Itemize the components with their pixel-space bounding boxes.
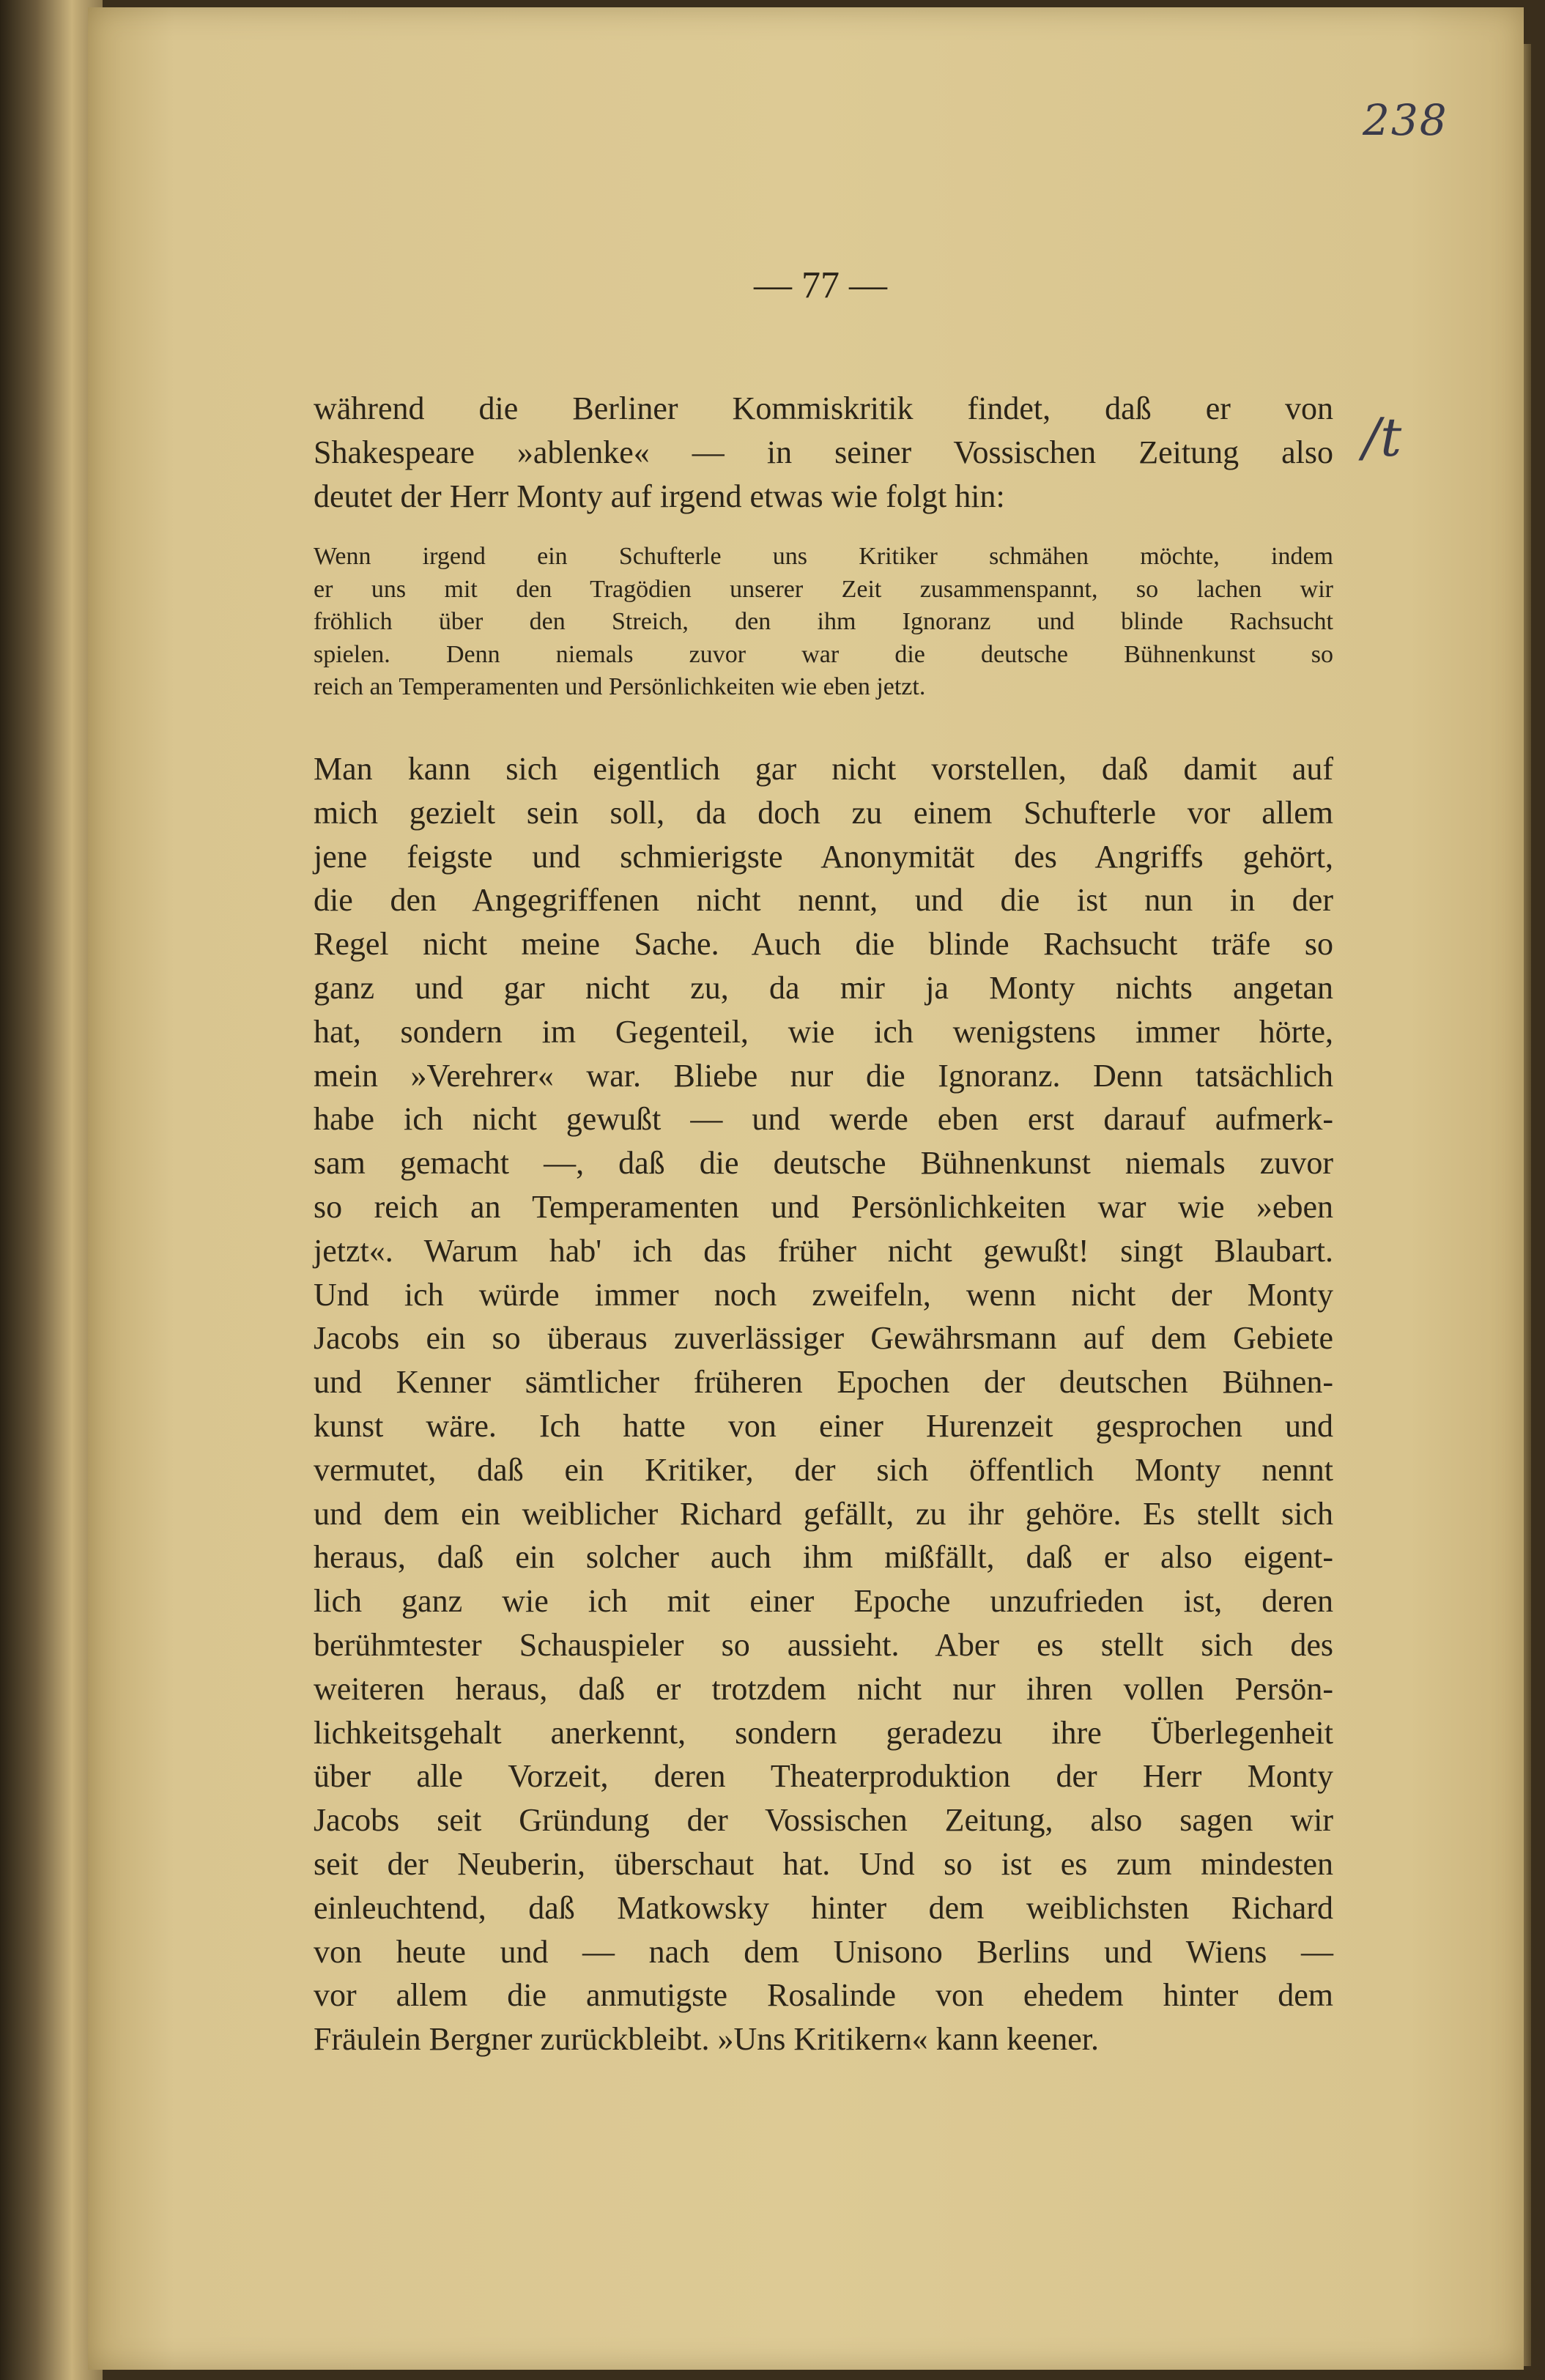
quote-line: fröhlich über den Streich, den ihm Ignoranz und blinde Rachsucht bbox=[314, 608, 1333, 635]
book-spine bbox=[0, 0, 103, 2380]
quote-line: reich an Temperamenten und Persönlichkeiten wie eben jetzt. bbox=[314, 673, 926, 700]
body-line: weiteren heraus, daß er trotzdem nicht nur ihren vollen Persön- bbox=[314, 1670, 1333, 1707]
body-line: und Kenner sämtlicher früheren Epochen der deutschen Bühnen- bbox=[314, 1364, 1333, 1401]
body-line: und dem ein weiblicher Richard gefällt, zu ihr gehöre. Es stellt sich bbox=[314, 1495, 1333, 1532]
intro-line: deutet der Herr Monty auf irgend etwas wie folgt hin: bbox=[314, 478, 1005, 514]
body-line: vermutet, daß ein Kritiker, der sich öffentlich Monty nennt bbox=[314, 1451, 1333, 1488]
quote-line: er uns mit den Tragödien unserer Zeit zusammenspannt, so lachen wir bbox=[314, 575, 1333, 603]
block-quote bbox=[314, 541, 1333, 704]
intro-line: Shakespeare »ablenke« — in seiner Vossischen Zeitung also bbox=[314, 434, 1333, 470]
body-line: einleuchtend, daß Matkowsky hinter dem weiblichsten Richard bbox=[314, 1889, 1333, 1926]
intro-paragraph bbox=[314, 387, 1333, 519]
body-paragraph bbox=[314, 747, 1333, 2061]
handwritten-margin-mark: /t bbox=[1363, 407, 1402, 468]
body-line: lichkeitsgehalt anerkennt, sondern geradezu ihre Überlegenheit bbox=[314, 1714, 1333, 1751]
quote-line: Wenn irgend ein Schufterle uns Kritiker schmähen möchte, indem bbox=[314, 543, 1333, 570]
quote-line: spielen. Denn niemals zuvor war die deutsche Bühnenkunst so bbox=[314, 640, 1333, 668]
page-number: — 77 — bbox=[754, 264, 887, 306]
handwritten-archive-number: 238 bbox=[1363, 95, 1448, 145]
body-line: heraus, daß ein solcher auch ihm mißfällt, daß er also eigent- bbox=[314, 1539, 1333, 1576]
body-line: vor allem die anmutigste Rosalinde von ehedem hinter dem bbox=[314, 1977, 1333, 2014]
body-line: Fräulein Bergner zurückbleibt. »Uns Kritikern« kann keener. bbox=[314, 2021, 1099, 2058]
body-line: jetzt«. Warum hab' ich das früher nicht gewußt! singt Blaubart. bbox=[314, 1232, 1333, 1269]
body-line: kunst wäre. Ich hatte von einer Hurenzeit gesprochen und bbox=[314, 1407, 1333, 1444]
body-line: Man kann sich eigentlich gar nicht vorstellen, daß damit auf bbox=[314, 751, 1333, 787]
body-line: jene feigste und schmierigste Anonymität des Angriffs gehört, bbox=[314, 838, 1333, 875]
body-line: die den Angegriffenen nicht nennt, und die ist nun in der bbox=[314, 882, 1333, 919]
body-line: berühmtester Schauspieler so aussieht. Aber es stellt sich des bbox=[314, 1626, 1333, 1663]
body-line: seit der Neuberin, überschaut hat. Und so ist es zum mindesten bbox=[314, 1845, 1333, 1882]
body-line: lich ganz wie ich mit einer Epoche unzufrieden ist, deren bbox=[314, 1583, 1333, 1620]
body-line: Und ich würde immer noch zweifeln, wenn nicht der Monty bbox=[314, 1276, 1333, 1313]
body-line: hat, sondern im Gegenteil, wie ich wenigstens immer hörte, bbox=[314, 1013, 1333, 1050]
body-line: von heute und — nach dem Unisono Berlins und Wiens — bbox=[314, 1933, 1333, 1970]
body-line: mein »Verehrer« war. Bliebe nur die Ignoranz. Denn tatsächlich bbox=[314, 1057, 1333, 1094]
intro-line: während die Berliner Kommiskritik findet, daß er von bbox=[314, 390, 1333, 426]
body-line: Jacobs ein so überaus zuverlässiger Gewährsmann auf dem Gebiete bbox=[314, 1320, 1333, 1357]
body-line: so reich an Temperamenten und Persönlichkeiten war wie »eben bbox=[314, 1188, 1333, 1225]
body-line: über alle Vorzeit, deren Theaterproduktion der Herr Monty bbox=[314, 1758, 1333, 1795]
body-line: ganz und gar nicht zu, da mir ja Monty nichts angetan bbox=[314, 969, 1333, 1006]
body-line: habe ich nicht gewußt — und werde eben erst darauf aufmerk- bbox=[314, 1101, 1333, 1138]
body-line: sam gemacht —, daß die deutsche Bühnenkunst niemals zuvor bbox=[314, 1145, 1333, 1182]
body-line: mich gezielt sein soll, da doch zu einem Schufterle vor allem bbox=[314, 794, 1333, 831]
body-line: Regel nicht meine Sache. Auch die blinde Rachsucht träfe so bbox=[314, 926, 1333, 963]
body-line: Jacobs seit Gründung der Vossischen Zeitung, also sagen wir bbox=[314, 1802, 1333, 1839]
